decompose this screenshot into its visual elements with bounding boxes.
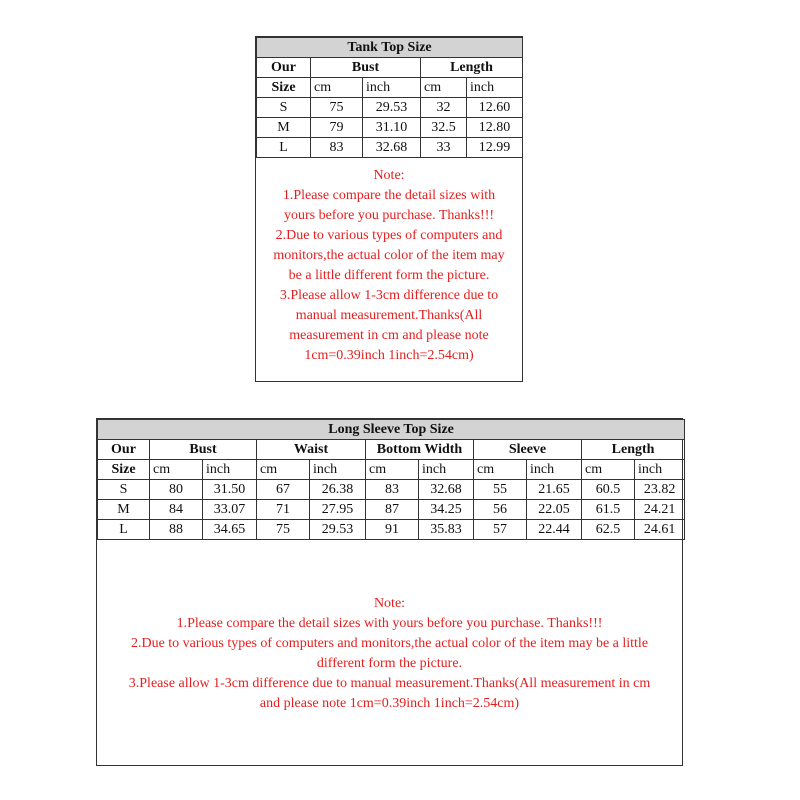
- note-line: 1.Please compare the detail sizes with: [282, 188, 496, 203]
- column-group-bust: Bust: [150, 440, 257, 460]
- unit-label: cm: [474, 460, 527, 480]
- value-cell: 24.21: [635, 500, 685, 520]
- note-line: 3.Please allow 1-3cm difference due to: [279, 288, 499, 303]
- our-label: Our: [98, 440, 150, 460]
- note-line: 2.Due to various types of computers and: [275, 228, 503, 243]
- table-row: [98, 520, 685, 540]
- value-cell: 31.10: [363, 118, 421, 138]
- unit-label: inch: [310, 460, 366, 480]
- value-cell: 55: [474, 480, 527, 500]
- value-cell: 22.44: [527, 520, 582, 540]
- value-cell: 67: [257, 480, 310, 500]
- unit-label: cm: [366, 460, 419, 480]
- tank-top-size-chart: [255, 36, 523, 382]
- value-cell: 12.80: [467, 118, 523, 138]
- value-cell: 71: [257, 500, 310, 520]
- column-group-sleeve: Sleeve: [474, 440, 582, 460]
- table-row: [257, 118, 523, 138]
- size-label: Size: [257, 78, 311, 98]
- table-title: Tank Top Size: [257, 38, 523, 58]
- long-sleeve-size-table: [97, 419, 685, 540]
- size-cell: M: [98, 500, 150, 520]
- unit-label: inch: [203, 460, 257, 480]
- unit-label: inch: [527, 460, 582, 480]
- value-cell: 34.65: [203, 520, 257, 540]
- value-cell: 12.60: [467, 98, 523, 118]
- value-cell: 27.95: [310, 500, 366, 520]
- value-cell: 23.82: [635, 480, 685, 500]
- value-cell: 62.5: [582, 520, 635, 540]
- table-row: [257, 138, 523, 158]
- size-cell: S: [98, 480, 150, 500]
- value-cell: 91: [366, 520, 419, 540]
- note-line: 1cm=0.39inch 1inch=2.54cm): [304, 348, 474, 363]
- column-group-bust: Bust: [311, 58, 421, 78]
- value-cell: 60.5: [582, 480, 635, 500]
- unit-label: inch: [419, 460, 474, 480]
- value-cell: 22.05: [527, 500, 582, 520]
- value-cell: 75: [257, 520, 310, 540]
- value-cell: 84: [150, 500, 203, 520]
- table-row: [98, 500, 685, 520]
- table-row: [98, 480, 685, 500]
- note-line: be a little different form the picture.: [288, 268, 490, 283]
- note-line: and please note 1cm=0.39inch 1inch=2.54cm): [259, 696, 520, 711]
- column-group-length: Length: [582, 440, 685, 460]
- unit-label: inch: [635, 460, 685, 480]
- note-line: manual measurement.Thanks(All: [295, 308, 483, 323]
- unit-label: cm: [311, 78, 363, 98]
- value-cell: 29.53: [310, 520, 366, 540]
- note-line: 3.Please allow 1-3cm difference due to manual measurement.Thanks(All measurement in cm: [128, 676, 651, 691]
- value-cell: 29.53: [363, 98, 421, 118]
- value-cell: 56: [474, 500, 527, 520]
- value-cell: 34.25: [419, 500, 474, 520]
- value-cell: 26.38: [310, 480, 366, 500]
- value-cell: 83: [366, 480, 419, 500]
- note-line: 2.Due to various types of computers and monitors,the actual color of the item may be a little: [130, 636, 649, 651]
- unit-label: inch: [363, 78, 421, 98]
- value-cell: 32.68: [419, 480, 474, 500]
- unit-label: cm: [421, 78, 467, 98]
- size-cell: S: [257, 98, 311, 118]
- table-title: Long Sleeve Top Size: [98, 420, 685, 440]
- column-group-length: Length: [421, 58, 523, 78]
- value-cell: 87: [366, 500, 419, 520]
- value-cell: 35.83: [419, 520, 474, 540]
- our-label: Our: [257, 58, 311, 78]
- value-cell: 21.65: [527, 480, 582, 500]
- note-line: Note:: [373, 168, 405, 183]
- value-cell: 79: [311, 118, 363, 138]
- size-label: Size: [98, 460, 150, 480]
- value-cell: 31.50: [203, 480, 257, 500]
- unit-label: cm: [582, 460, 635, 480]
- note-line: measurement in cm and please note: [289, 328, 489, 343]
- note-text: [256, 158, 522, 366]
- value-cell: 57: [474, 520, 527, 540]
- note-line: yours before you purchase. Thanks!!!: [283, 208, 495, 223]
- value-cell: 32.68: [363, 138, 421, 158]
- column-group-waist: Waist: [257, 440, 366, 460]
- value-cell: 32: [421, 98, 467, 118]
- size-cell: L: [257, 138, 311, 158]
- size-cell: M: [257, 118, 311, 138]
- value-cell: 75: [311, 98, 363, 118]
- value-cell: 33.07: [203, 500, 257, 520]
- value-cell: 24.61: [635, 520, 685, 540]
- long-sleeve-size-chart: [96, 418, 683, 766]
- tank-top-size-table: [256, 37, 523, 158]
- column-group-bottom-width: Bottom Width: [366, 440, 474, 460]
- note-line: 1.Please compare the detail sizes with yours before you purchase. Thanks!!!: [176, 616, 603, 631]
- note-line: different form the picture.: [316, 656, 463, 671]
- value-cell: 12.99: [467, 138, 523, 158]
- unit-label: inch: [467, 78, 523, 98]
- value-cell: 80: [150, 480, 203, 500]
- note-line: monitors,the actual color of the item may: [273, 248, 505, 263]
- value-cell: 32.5: [421, 118, 467, 138]
- value-cell: 61.5: [582, 500, 635, 520]
- note-line: Note:: [373, 596, 406, 611]
- unit-label: cm: [150, 460, 203, 480]
- note-text: [97, 540, 682, 714]
- size-cell: L: [98, 520, 150, 540]
- value-cell: 88: [150, 520, 203, 540]
- unit-label: cm: [257, 460, 310, 480]
- table-row: [257, 98, 523, 118]
- value-cell: 83: [311, 138, 363, 158]
- value-cell: 33: [421, 138, 467, 158]
